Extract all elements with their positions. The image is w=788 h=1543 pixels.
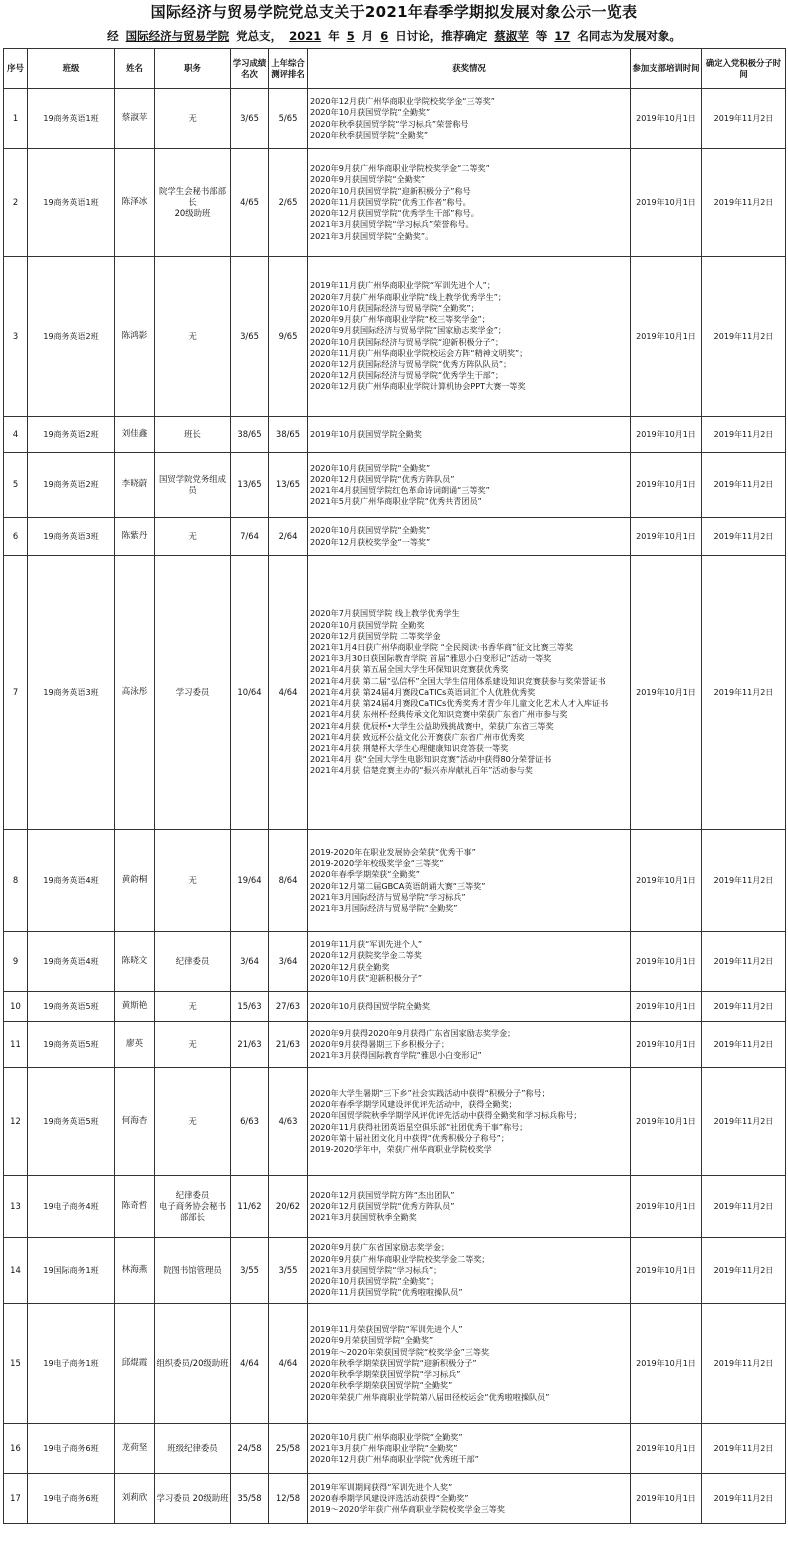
awards-cell: 2020年9月获广东省国家励志奖学金； 2020年9月获广州华商职业学院校奖学金二等奖； 2021年3月获国贸学院“学习标兵”； 2020年10月获国贸学院“全勤奖”； 2020年11月获国贸学院“优秀啦啦操队员” <box>308 1238 631 1304</box>
position-cell: 无 <box>155 518 231 556</box>
seq-cell: 3 <box>4 257 28 417</box>
table-row <box>4 830 786 932</box>
study-rank-cell: 11/62 <box>231 1176 269 1238</box>
subtitle-college: 国际经济与贸易学院 <box>125 29 230 43</box>
seq-cell: 6 <box>4 518 28 556</box>
class-cell: 19商务英语4班 <box>28 830 115 932</box>
eval-rank-cell: 21/63 <box>269 1022 308 1068</box>
table-row <box>4 257 786 417</box>
study-rank-cell: 15/63 <box>231 992 269 1022</box>
name-cell: 陈紫丹 <box>115 518 155 556</box>
position-cell: 班长 <box>155 417 231 453</box>
awards-cell: 2020年9月获广州华商职业学院校奖学金“二等奖” 2020年9月获国贸学院“全勤奖” 2020年10月获国贸学院“迎新积极分子”称号 2020年11月获国贸学院“优秀工作者”称号。 2020年12月获国贸学院“优秀学生干部”称号。 2021年3月获国贸学院“学习标兵”荣誉称号。 2021年3月获国贸学院“全勤奖”。 <box>308 149 631 257</box>
activist-time-cell: 2019年11月2日 <box>702 1424 786 1474</box>
seq-cell: 1 <box>4 89 28 149</box>
table-row <box>4 149 786 257</box>
awards-cell: 2019年军训期间获得“军训先进个人奖” 2020春季期学风建设评选活动获得“全勤奖” 2019～2020学年获广州华商职业学院校奖学金三等奖 <box>308 1474 631 1524</box>
seq-cell: 13 <box>4 1176 28 1238</box>
seq-cell: 8 <box>4 830 28 932</box>
awards-cell: 2020年7月获国贸学院 线上教学优秀学生 2020年10月获国贸学院 全勤奖 2020年12月获国贸学院 二等奖学金 2021年1月4日获广州华商职业学院 “全民阅读·书香华商”征文比赛三等奖 2021年3月30日获国际教育学院 首届“雅思小白变形记”活动一等奖 2021年4月获 第五届全国大学生环保知识竞赛获优秀奖 2021年4月获 第二届“弘信杯”全国大学生信用体系建设知识竞赛获参与奖荣誉证书 2021年4月获 第24届4月赛段CaTICs英语词汇个人优胜优秀奖 2021年4月获 第24届4月赛段CaTICs优秀奖秀才青少年儿童文化艺术人才入库证书 2021年4月获 东州杯·经典传承文化知识竞赛中荣获广东省广州市参与奖 2021年4月获 优辰杯•大学生公益助残挑战赛中，荣获广东省三等奖 2021年4月获 致远杯公益文化公开赛获广东省广州市优秀奖 2021年4月获 荆楚杯大学生心理健康知识竞答获一等奖 2021年4月 获“全国大学生电影知识竞赛”活动中获得80分荣誉证书 2021年4月获 信楚竞赛主办的“振兴赤岸献礼百年”活动参与奖 <box>308 556 631 830</box>
awards-cell: 2019-2020年在职业发展协会荣获“优秀干事” 2019-2020学年校级奖学金“三等奖” 2020年春季学期荣获“全勤奖” 2020年12月第二届GBCA英语朗诵大赛“三等奖” 2021年3月国际经济与贸易学院“学习标兵” 2021年3月国际经济与贸易学院“全勤奖” <box>308 830 631 932</box>
awards-cell: 2020年大学生暑期“三下乡”社会实践活动中获得“积极分子”称号； 2020年春季学期学风建设评优评先活动中，获得全勤奖； 2020年国贸学院秋季学期学风评优评先活动中获得全勤奖和学习标兵称号； 2020年11月获得社团英语星空俱乐部“社团优秀干事”称号； 2020年第十届社团文化月中获得“优秀积极分子称号”； 2019-2020学年中，荣获广州华商职业学院校奖学 <box>308 1068 631 1176</box>
position-cell: 国贸学院党务组成员 <box>155 453 231 518</box>
class-cell: 19电子商务4班 <box>28 1176 115 1238</box>
name-cell: 廖英 <box>115 1022 155 1068</box>
eval-rank-cell: 4/63 <box>269 1068 308 1176</box>
col-header-class: 班级 <box>28 49 115 89</box>
training-time-cell: 2019年10月1日 <box>631 1068 702 1176</box>
candidates-table <box>3 48 786 1524</box>
training-time-cell: 2019年10月1日 <box>631 830 702 932</box>
activist-time-cell: 2019年11月2日 <box>702 932 786 992</box>
study-rank-cell: 19/64 <box>231 830 269 932</box>
awards-cell: 2020年12月获广州华商职业学院校奖学金“三等奖” 2020年10月获国贸学院“全勤奖” 2020年秋季获国贸学院“学习标兵”荣誉称号 2020年秋季获国贸学院“全勤奖” <box>308 89 631 149</box>
col-header-training-time: 参加支部培训时间 <box>631 49 702 89</box>
name-cell: 李晓蔚 <box>115 453 155 518</box>
activist-time-cell: 2019年11月2日 <box>702 1176 786 1238</box>
name-cell: 黄斯艳 <box>115 992 155 1022</box>
seq-cell: 11 <box>4 1022 28 1068</box>
subtitle-day: 6 <box>380 29 389 43</box>
class-cell: 19商务英语4班 <box>28 932 115 992</box>
table-row <box>4 1238 786 1304</box>
header-row <box>4 49 786 89</box>
position-cell: 无 <box>155 257 231 417</box>
eval-rank-cell: 3/64 <box>269 932 308 992</box>
table-row <box>4 1424 786 1474</box>
study-rank-cell: 13/65 <box>231 453 269 518</box>
training-time-cell: 2019年10月1日 <box>631 417 702 453</box>
training-time-cell: 2019年10月1日 <box>631 932 702 992</box>
class-cell: 19商务英语5班 <box>28 1022 115 1068</box>
position-cell: 无 <box>155 1022 231 1068</box>
name-cell: 陈鸿影 <box>115 257 155 417</box>
study-rank-cell: 3/65 <box>231 89 269 149</box>
position-cell: 学习委员 20级助班 <box>155 1474 231 1524</box>
table-row <box>4 417 786 453</box>
eval-rank-cell: 13/65 <box>269 453 308 518</box>
table-row <box>4 1068 786 1176</box>
activist-time-cell: 2019年11月2日 <box>702 830 786 932</box>
seq-cell: 7 <box>4 556 28 830</box>
class-cell: 19商务英语5班 <box>28 992 115 1022</box>
study-rank-cell: 38/65 <box>231 417 269 453</box>
awards-cell: 2020年9月获得2020年9月获得广东省国家励志奖学金； 2020年9月获得暑期三下乡积极分子； 2021年3月获得国际教育学院“雅思小白变形记” <box>308 1022 631 1068</box>
position-cell: 院图书馆管理员 <box>155 1238 231 1304</box>
name-cell: 刘莉欣 <box>115 1474 155 1524</box>
position-cell: 无 <box>155 830 231 932</box>
activist-time-cell: 2019年11月2日 <box>702 992 786 1022</box>
seq-cell: 10 <box>4 992 28 1022</box>
class-cell: 19商务英语2班 <box>28 257 115 417</box>
page-title: 国际经济与贸易学院党总支关于2021年春季学期拟发展对象公示一览表 <box>150 3 638 21</box>
name-cell: 龙荷坚 <box>115 1424 155 1474</box>
name-cell: 蔡淑苹 <box>115 89 155 149</box>
study-rank-cell: 24/58 <box>231 1424 269 1474</box>
table-row <box>4 518 786 556</box>
name-cell: 陈泽冰 <box>115 149 155 257</box>
col-header-study-rank: 学习成绩名次 <box>231 49 269 89</box>
subtitle-month: 5 <box>346 29 355 43</box>
seq-cell: 4 <box>4 417 28 453</box>
class-cell: 19商务英语3班 <box>28 556 115 830</box>
eval-rank-cell: 2/65 <box>269 149 308 257</box>
table-row <box>4 992 786 1022</box>
position-cell: 无 <box>155 1068 231 1176</box>
table-body <box>4 89 786 1524</box>
training-time-cell: 2019年10月1日 <box>631 992 702 1022</box>
training-time-cell: 2019年10月1日 <box>631 1424 702 1474</box>
study-rank-cell: 3/55 <box>231 1238 269 1304</box>
position-cell: 组织委员/20级助班 <box>155 1304 231 1424</box>
eval-rank-cell: 38/65 <box>269 417 308 453</box>
class-cell: 19商务英语5班 <box>28 1068 115 1176</box>
eval-rank-cell: 12/58 <box>269 1474 308 1524</box>
class-cell: 19商务英语1班 <box>28 149 115 257</box>
training-time-cell: 2019年10月1日 <box>631 1238 702 1304</box>
class-cell: 19电子商务6班 <box>28 1424 115 1474</box>
activist-time-cell: 2019年11月2日 <box>702 453 786 518</box>
eval-rank-cell: 3/55 <box>269 1238 308 1304</box>
seq-cell: 12 <box>4 1068 28 1176</box>
name-cell: 陈晓文 <box>115 932 155 992</box>
name-cell: 黄韵桐 <box>115 830 155 932</box>
position-cell: 纪律委员 <box>155 932 231 992</box>
table-row <box>4 453 786 518</box>
col-header-awards: 获奖情况 <box>308 49 631 89</box>
training-time-cell: 2019年10月1日 <box>631 1176 702 1238</box>
eval-rank-cell: 25/58 <box>269 1424 308 1474</box>
seq-cell: 16 <box>4 1424 28 1474</box>
activist-time-cell: 2019年11月2日 <box>702 1474 786 1524</box>
activist-time-cell: 2019年11月2日 <box>702 1304 786 1424</box>
class-cell: 19商务英语2班 <box>28 417 115 453</box>
training-time-cell: 2019年10月1日 <box>631 518 702 556</box>
awards-cell: 2019年11月获“军训先进个人” 2020年12月获院奖学金二等奖 2020年12月获全勤奖 2020年10月获“迎新积极分子” <box>308 932 631 992</box>
training-time-cell: 2019年10月1日 <box>631 1474 702 1524</box>
seq-cell: 9 <box>4 932 28 992</box>
activist-time-cell: 2019年11月2日 <box>702 556 786 830</box>
study-rank-cell: 21/63 <box>231 1022 269 1068</box>
seq-cell: 5 <box>4 453 28 518</box>
training-time-cell: 2019年10月1日 <box>631 89 702 149</box>
activist-time-cell: 2019年11月2日 <box>702 257 786 417</box>
activist-time-cell: 2019年11月2日 <box>702 1068 786 1176</box>
col-header-name: 姓名 <box>115 49 155 89</box>
activist-time-cell: 2019年11月2日 <box>702 1022 786 1068</box>
eval-rank-cell: 4/64 <box>269 556 308 830</box>
name-cell: 林海燕 <box>115 1238 155 1304</box>
col-header-activist-time: 确定入党积极分子时间 <box>702 49 786 89</box>
study-rank-cell: 6/63 <box>231 1068 269 1176</box>
eval-rank-cell: 20/62 <box>269 1176 308 1238</box>
seq-cell: 2 <box>4 149 28 257</box>
class-cell: 19商务英语3班 <box>28 518 115 556</box>
awards-cell: 2020年10月获得国贸学院全勤奖 <box>308 992 631 1022</box>
eval-rank-cell: 8/64 <box>269 830 308 932</box>
table-row <box>4 932 786 992</box>
activist-time-cell: 2019年11月2日 <box>702 417 786 453</box>
awards-cell: 2020年10月获广州华商职业学院“全勤奖” 2021年3月获广州华商职业学院“全勤奖” 2020年12月获广州华商职业学院“优秀班干部” <box>308 1424 631 1474</box>
training-time-cell: 2019年10月1日 <box>631 1022 702 1068</box>
col-header-eval-rank: 上年综合测评排名 <box>269 49 308 89</box>
study-rank-cell: 7/64 <box>231 518 269 556</box>
table-row <box>4 1304 786 1424</box>
training-time-cell: 2019年10月1日 <box>631 453 702 518</box>
training-time-cell: 2019年10月1日 <box>631 149 702 257</box>
name-cell: 刘佳鑫 <box>115 417 155 453</box>
training-time-cell: 2019年10月1日 <box>631 556 702 830</box>
activist-time-cell: 2019年11月2日 <box>702 1238 786 1304</box>
awards-cell: 2019年11月获广州华商职业学院“军训先进个人”； 2020年7月获广州华商职业学院“线上教学优秀学生”； 2020年10月获国际经济与贸易学院“全勤奖”； 2020年9月获广州华商职业学院“校三等奖学金”； 2020年9月获国际经济与贸易学院“国家励志奖学金”； 2020年10月获国际经济与贸易学院“迎新积极分子”； 2020年11月获广州华商职业学院校运会方阵“精神文明奖”； 2020年12月获国际经济与贸易学院“优秀方阵队队员”； 2020年12月获国际经济与贸易学院“优秀学生干部”； 2020年12月获广州华商职业学院计算机协会PPT大赛一等奖 <box>308 257 631 417</box>
name-cell: 何海杏 <box>115 1068 155 1176</box>
study-rank-cell: 4/65 <box>231 149 269 257</box>
position-cell: 纪律委员 电子商务协会秘书部部长 <box>155 1176 231 1238</box>
table-row <box>4 556 786 830</box>
table-row <box>4 1474 786 1524</box>
class-cell: 19电子商务1班 <box>28 1304 115 1424</box>
table-row <box>4 89 786 149</box>
study-rank-cell: 4/64 <box>231 1304 269 1424</box>
col-header-position: 职务 <box>155 49 231 89</box>
awards-cell: 2020年10月获国贸学院“全勤奖” 2020年12月获校奖学金“一等奖” <box>308 518 631 556</box>
study-rank-cell: 3/64 <box>231 932 269 992</box>
activist-time-cell: 2019年11月2日 <box>702 149 786 257</box>
name-cell: 高泳彤 <box>115 556 155 830</box>
position-cell: 学习委员 <box>155 556 231 830</box>
eval-rank-cell: 4/64 <box>269 1304 308 1424</box>
eval-rank-cell: 9/65 <box>269 257 308 417</box>
awards-cell: 2020年12月获国贸学院方阵“杰出团队” 2020年12月获国贸学院“优秀方阵队员” 2021年3月获国贸秋季全勤奖 <box>308 1176 631 1238</box>
subtitle-year: 2021 <box>289 29 322 43</box>
position-cell: 无 <box>155 89 231 149</box>
awards-cell: 2019年11月荣获国贸学院“军训先进个人” 2020年9月荣获国贸学院“全勤奖” 2019年～2020年荣获国贸学院“校奖学金”三等奖 2020年秋季学期荣获国贸学院“迎新积极分子” 2020年秋季学期荣获国贸学院“学习标兵” 2020年秋季学期荣获国贸学院“全勤奖” 2020年荣获广州华商职业学院第八届田径校运会“优秀啦啦操队员” <box>308 1304 631 1424</box>
study-rank-cell: 10/64 <box>231 556 269 830</box>
seq-cell: 17 <box>4 1474 28 1524</box>
class-cell: 19商务英语2班 <box>28 453 115 518</box>
table-row <box>4 1022 786 1068</box>
class-cell: 19商务英语1班 <box>28 89 115 149</box>
seq-cell: 15 <box>4 1304 28 1424</box>
study-rank-cell: 35/58 <box>231 1474 269 1524</box>
training-time-cell: 2019年10月1日 <box>631 257 702 417</box>
table-row <box>4 1176 786 1238</box>
name-cell: 陈奇哲 <box>115 1176 155 1238</box>
position-cell: 无 <box>155 992 231 1022</box>
training-time-cell: 2019年10月1日 <box>631 1304 702 1424</box>
eval-rank-cell: 5/65 <box>269 89 308 149</box>
name-cell: 邱焜霞 <box>115 1304 155 1424</box>
col-header-seq: 序号 <box>4 49 28 89</box>
position-cell: 院学生会秘书部部长 20级助班 <box>155 149 231 257</box>
study-rank-cell: 3/65 <box>231 257 269 417</box>
position-cell: 班级纪律委员 <box>155 1424 231 1474</box>
activist-time-cell: 2019年11月2日 <box>702 89 786 149</box>
activist-time-cell: 2019年11月2日 <box>702 518 786 556</box>
eval-rank-cell: 27/63 <box>269 992 308 1022</box>
class-cell: 19电子商务6班 <box>28 1474 115 1524</box>
subtitle: 经 国际经济与贸易学院 党总支， 2021 年 5 月 6 日讨论，推荐确定 蔡淑苹 等 17 名同志为发展对象。 <box>107 29 681 43</box>
subtitle-count: 17 <box>554 29 571 43</box>
class-cell: 19国际商务1班 <box>28 1238 115 1304</box>
eval-rank-cell: 2/64 <box>269 518 308 556</box>
subtitle-first-name: 蔡淑苹 <box>494 29 529 43</box>
awards-cell: 2019年10月获国贸学院全勤奖 <box>308 417 631 453</box>
seq-cell: 14 <box>4 1238 28 1304</box>
awards-cell: 2020年10月获国贸学院“全勤奖” 2020年12月获国贸学院“优秀方阵队员” 2021年4月获国贸学院红色革命诗词朗诵“三等奖” 2021年5月获广州华商职业学院“优秀共青团员” <box>308 453 631 518</box>
